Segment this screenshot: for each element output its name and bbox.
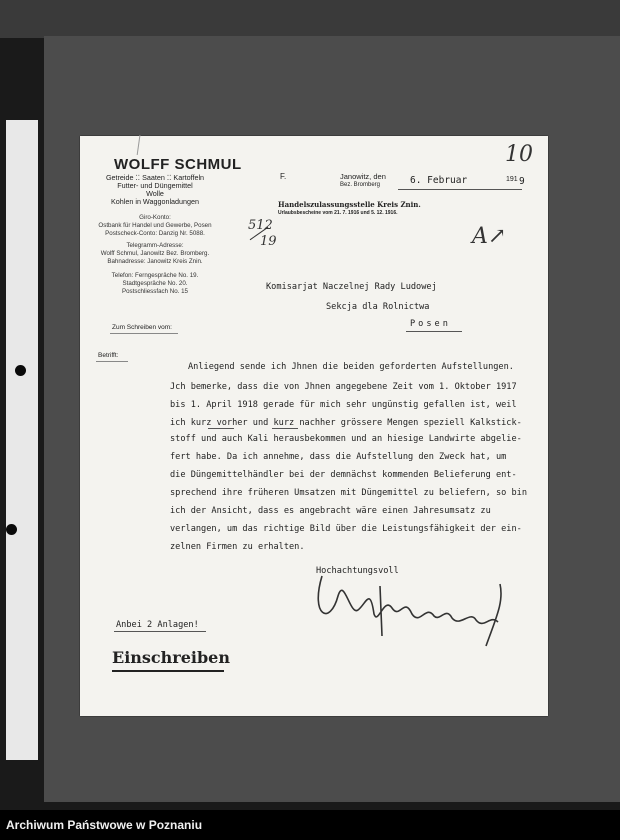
underline-kurz — [272, 428, 298, 429]
telephone-local: Stadtgespräche No. 20. — [122, 280, 188, 287]
adjacent-sheet-strip — [6, 120, 38, 760]
giro-title: Giro-Konto: — [139, 214, 171, 221]
ref-number-bottom: 19 — [260, 234, 277, 249]
stamp-title: Handelszulassungsstelle Kreis Znin. — [278, 200, 421, 209]
body-line: fert habe. Da ich annehme, dass die Aufstellung den Zweck hat, um — [170, 452, 507, 462]
telegram-address: Wolff Schmul, Janowitz Bez. Bromberg. — [100, 250, 210, 257]
letter-sheet — [80, 136, 548, 716]
film-top-band — [0, 0, 620, 38]
registered-underline — [112, 670, 224, 672]
label-rule — [110, 333, 178, 334]
place-sub: Bez. Bromberg — [340, 182, 381, 188]
closing-text: Hochachtungsvoll — [316, 566, 399, 576]
recipient-line-1: Komisarjat Naczelnej Rady Ludowej — [266, 282, 437, 292]
year-prefix: 191 — [506, 176, 518, 183]
body-line: die Düngemittelhändler bei der demnächst kommenden Belieferung ent- — [170, 470, 517, 480]
body-line: bis 1. April 1918 gerade für mich sehr ungünstig gefallen ist, weil — [170, 400, 517, 410]
letterhead-line: Getreide ⁚⁚ Saaten ⁚⁚ Kartoffeln — [105, 173, 205, 182]
postscheck: Postscheck-Conto: Danzig Nr. 5088. — [105, 230, 205, 237]
date-rule — [398, 189, 522, 190]
recipient-underline — [406, 331, 462, 332]
punch-hole — [15, 365, 26, 376]
body-line: ich kurz vorher und kurz nachher grössere Mengen speziell Kalkstick- — [170, 418, 522, 428]
letterhead-line: Kohlen in Waggonladungen — [110, 197, 200, 206]
stamp-sub: Urlaubsbescheine vom 21. 7. 1916 und 5. 12. 1916. — [278, 210, 398, 216]
zum-schreiben-label: Zum Schreiben vom: — [112, 324, 172, 331]
recipient-line-2: Sekcja dla Rolnictwa — [326, 302, 430, 312]
letterhead-line: Wolle — [146, 189, 164, 198]
body-line: Anliegend sende ich Jhnen die beiden geforderten Aufstellungen. — [188, 362, 514, 372]
place: Janowitz, den — [340, 172, 386, 181]
body-line: verlangen, um das richtige Bild über die Leistungsfähigkeit der ein- — [170, 524, 522, 534]
betrifft-label: Betrifft: — [98, 352, 119, 359]
ref-number-top: 512 — [248, 218, 273, 233]
label-rule — [96, 361, 128, 362]
telegram-title: Telegramm-Adresse: — [126, 242, 184, 249]
punch-hole — [6, 524, 17, 535]
pencil-mark — [137, 135, 155, 157]
initials-mark: A↗ — [472, 224, 507, 249]
bahn-address: Bahnadresse: Janowitz Kreis Znin. — [107, 258, 203, 265]
underline-kurz — [208, 428, 234, 429]
enclosure: Anbei 2 Anlagen! — [116, 620, 199, 630]
date: 6. Februar — [410, 175, 468, 186]
body-line: ich der Ansicht, dass es angebracht wäre einen Jahresumsatz zu — [170, 506, 491, 516]
company-name: WOLFF SCHMUL — [114, 156, 242, 173]
registered-label: Einschreiben — [112, 648, 230, 667]
telephone-long: Telefon: Ferngespräche No. 19. — [111, 272, 199, 279]
recipient-line-3: Posen — [410, 319, 451, 329]
f-mark: F. — [280, 172, 287, 181]
body-line: stoff und auch Kali herausbekommen und an hiesige Landwirte abgelie- — [170, 434, 522, 444]
archive-name: Archiwum Państwowe w Poznaniu — [6, 818, 203, 832]
postfach: Postschliessfach No. 15 — [121, 288, 189, 295]
signature — [300, 556, 540, 656]
body-line: zelnen Firmen zu erhalten. — [170, 542, 305, 552]
body-line: sprechend ihre früheren Umsatzen mit Düngemittel zu beliefern, so bin — [170, 488, 527, 498]
page-number: 10 — [505, 142, 533, 167]
giro-bank: Ostbank für Handel und Gewerbe, Posen — [98, 222, 212, 229]
body-line: Jch bemerke, dass die von Jhnen angegebene Zeit vom 1. Oktober 1917 — [170, 382, 517, 392]
year-suffix: 9 — [519, 176, 525, 187]
letterhead-line: Futter- und Düngemittel — [117, 181, 193, 190]
enclosure-underline — [114, 631, 206, 632]
